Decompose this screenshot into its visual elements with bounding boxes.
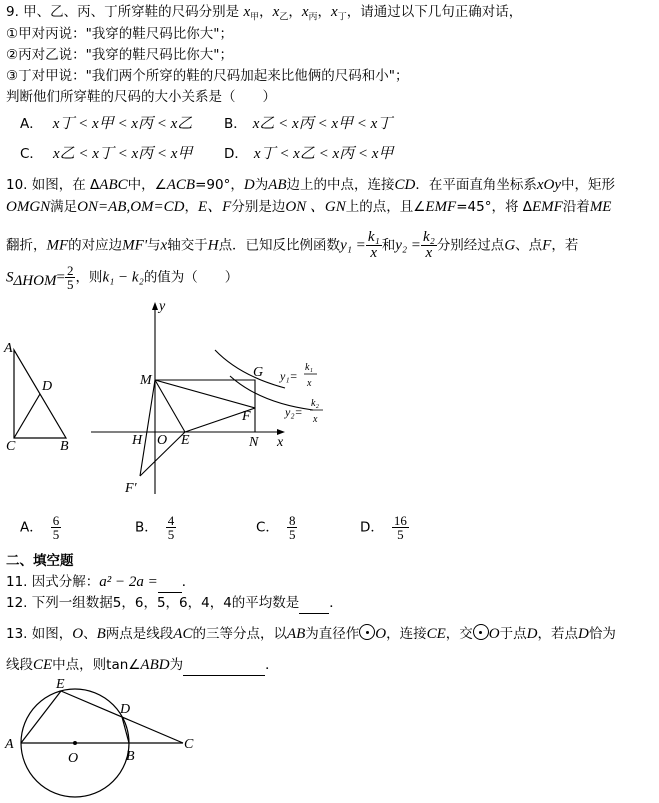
label-B: B [126, 749, 135, 764]
circle-symbol [473, 624, 489, 640]
label-H: H [132, 433, 143, 448]
q9-question: 判断他们所穿鞋的尺码的大小关系是（ ） [6, 89, 276, 105]
q10-option-c[interactable]: C． $\frac{8}{5}$ [256, 513, 296, 542]
fraction-two-fifths: $\frac{2}{5}$ [66, 263, 74, 292]
q10-triangle-figure [0, 330, 80, 455]
q9-statement-2: ②丙对乙说："我穿的鞋尺码比你大"； [6, 47, 234, 63]
q9-statement-1: ①甲对丙说："我穿的鞋尺码比你大"； [6, 26, 234, 42]
q10-line-2: OMGN满足ON=AB,OM=CD，E、F分别是边ON 、GN上的点，且∠EMF=45°，将 ΔEMF沿着ME [6, 199, 612, 215]
label-N: N [249, 435, 259, 450]
q10-option-b[interactable]: B． $\frac{4}{5}$ [135, 513, 175, 542]
curve-label-y1: y₁= [280, 369, 298, 383]
label-G: G [253, 365, 264, 380]
circle-symbol [359, 624, 375, 640]
q10-coordinate-figure [85, 298, 345, 498]
section-title-fill-in: 二、填空题 [6, 553, 74, 569]
curve-label-x1: x [307, 378, 312, 389]
curve-label-y2: y₂= [285, 405, 303, 419]
label-O: O [157, 433, 168, 448]
label-C: C [184, 737, 194, 752]
label-F: F [242, 409, 251, 424]
label-D: D [120, 702, 131, 717]
q12-answer-blank[interactable] [299, 593, 329, 614]
q13-answer-blank[interactable] [183, 655, 265, 676]
q10-line-4: $S_{\Delta HOM}=$ $\frac{2}{5}$ ，则k₁ − k₂的值为（ ） [6, 263, 239, 292]
q13-line-1: 13. 如图，O、B两点是线段AC的三等分点，以AB为直径作 O，连接CE，交 O于点D，若点D恰为 [6, 626, 616, 642]
q11-answer-blank[interactable] [158, 572, 182, 593]
q9-option-d[interactable]: D． x丁 < x乙 < x丙 < x甲 [224, 146, 394, 162]
label-E: E [181, 433, 190, 448]
q9-option-b[interactable]: B． x乙 < x丙 < x甲 < x丁 [224, 116, 393, 132]
label-B: B [60, 439, 69, 454]
label-F-prime: F′ [125, 481, 137, 496]
q10-option-a[interactable]: A． $\frac{6}{5}$ [20, 513, 60, 542]
fraction-k1-over-x: $\frac{\text{k₁}}{x}$ [367, 229, 380, 261]
curve-label-k2: k₂ [311, 398, 319, 409]
label-D: D [42, 379, 53, 394]
label-A: A [5, 737, 14, 752]
fraction-k2-over-x: $\frac{\text{k₂}}{x}$ [422, 229, 435, 261]
q10-line-1: 10. 如图，在 ΔABC中，∠ACB=90°，D为AB边上的中点，连接CD．在平面直角坐标系xOy中，矩形 [6, 177, 616, 193]
label-A: A [4, 341, 13, 356]
q9-statement-3: ③丁对甲说："我们两个所穿的鞋的尺码加起来比他俩的尺码和小"； [6, 68, 409, 84]
axis-label-y: y [159, 299, 166, 314]
q13-line-2: 线段CE中点，则tan∠ABD为 ． [6, 655, 279, 676]
label-E: E [56, 677, 65, 692]
curve-label-k1: k₁ [305, 362, 313, 373]
q12-line: 12. 下列一组数据5，6，5，6，4，4的平均数是 ． [6, 593, 343, 614]
q10-line-3: 翻折，MF的对应边MF'与x轴交于H点．已知反比例函数y₁ = $\frac{\text{k₁}}{x}$ 和y₂ = $\frac{\text{k₂}}{x}$ 分别经过点G、点F，若 [6, 229, 579, 261]
q9-option-c[interactable]: C． x乙 < x丁 < x丙 < x甲 [20, 146, 193, 162]
q9-option-a[interactable]: A． x丁 < x甲 < x丙 < x乙 [20, 116, 193, 132]
label-O: O [68, 751, 79, 766]
q11-line: 11. 因式分解：a² − 2a = ． [6, 572, 195, 593]
label-M: M [140, 373, 152, 388]
q13-circle-figure [0, 676, 210, 801]
curve-label-x2: x [313, 414, 318, 425]
label-C: C [6, 439, 16, 454]
q9-stem: 9. 甲、乙、丙、丁所穿鞋的尺码分别是 $x_甲$，$x_乙$，$x_丙$，$x_丁$，请通过以下几句正确对话， [6, 4, 523, 23]
axis-label-x: x [277, 435, 284, 450]
q10-option-d[interactable]: D． $\frac{16}{5}$ [360, 513, 407, 542]
